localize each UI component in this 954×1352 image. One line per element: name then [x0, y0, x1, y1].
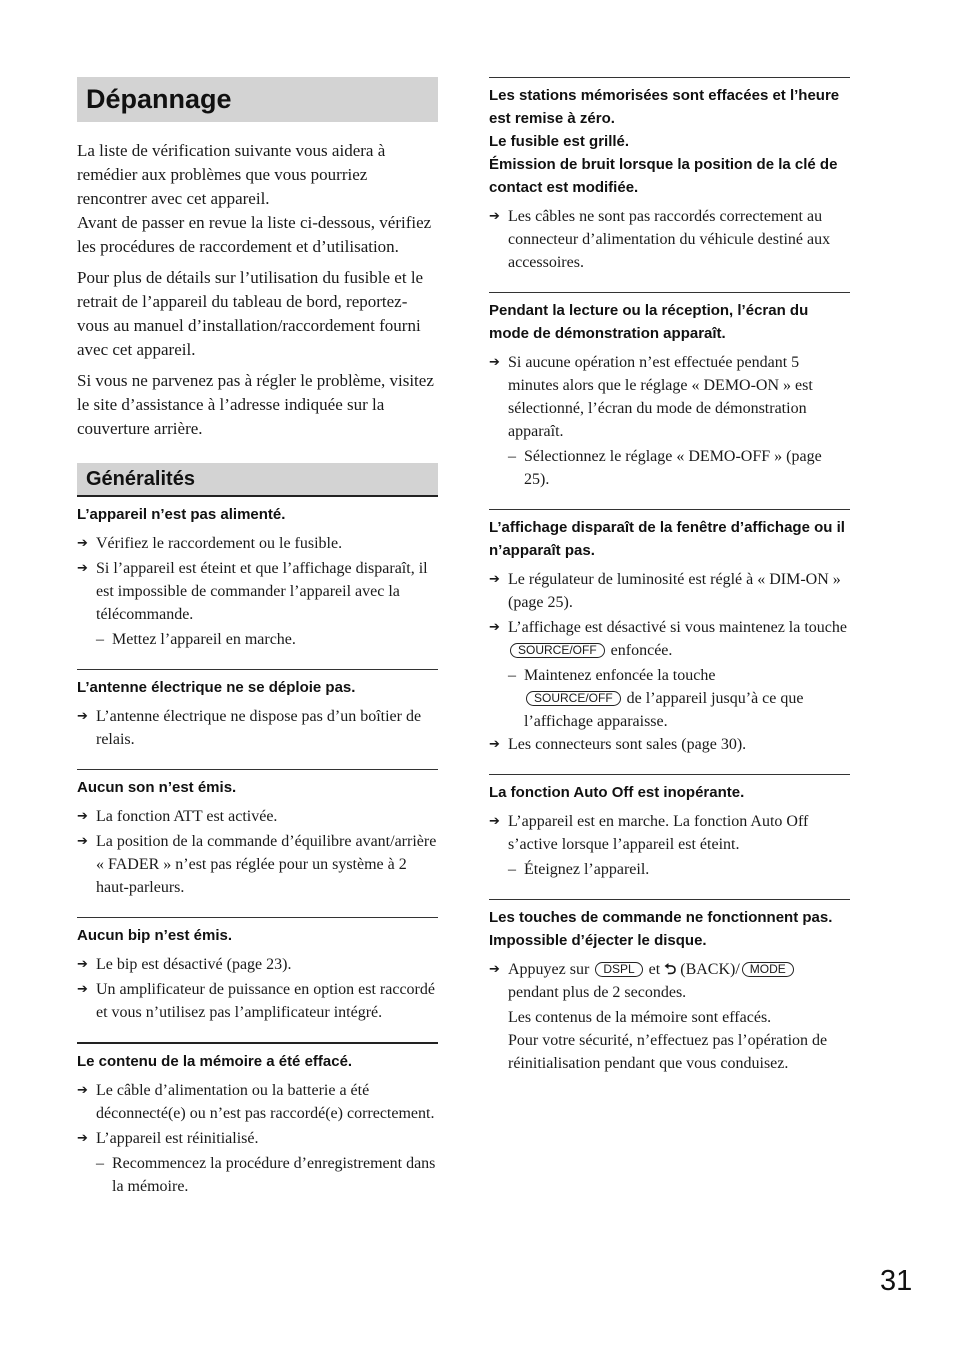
- trouble-block: [489, 509, 850, 756]
- trouble-block: [77, 769, 438, 899]
- list-item: ➔ L’antenne électrique ne dispose pas d’un boîtier de relais.: [77, 705, 438, 751]
- sub-item: – Recommencez la procédure d’enregistrement dans la mémoire.: [96, 1155, 436, 1195]
- trouble-block: [489, 774, 850, 881]
- list-item: ➔ La position de la commande d’équilibre avant/arrière « FADER » n’est pas réglée pour un système à 2 haut-parleurs.: [77, 830, 438, 899]
- dspl-key: DSPL: [595, 962, 642, 977]
- arrow-right-icon: ➔: [489, 962, 500, 977]
- trouble-heading: Les stations mémorisées sont effacées et l’heure est remise à zéro. Le fusible est grillé. Émission de bruit lorsque la position de la clé de contact est modifiée.: [489, 87, 840, 196]
- arrow-right-icon: ➔: [489, 620, 500, 635]
- trouble-heading: Les touches de commande ne fonctionnent pas. Impossible d’éjecter le disque.: [489, 909, 833, 949]
- intro: [77, 139, 438, 441]
- trouble-block: [77, 669, 438, 751]
- list-item: ➔ Le câble d’alimentation ou la batterie a été déconnecté(e) ou n’est pas raccordé(e) correctement.: [77, 1079, 438, 1125]
- list-item: ➔ Les connecteurs sont sales (page 30).: [489, 733, 850, 756]
- mode-key: MODE: [742, 962, 794, 977]
- list-item: ➔ Vérifiez le raccordement ou le fusible.: [77, 532, 438, 555]
- list-item: ➔ L’appareil est en marche. La fonction Auto Off s’active lorsque l’appareil est éteint.: [489, 810, 850, 856]
- trouble-block: [489, 77, 850, 274]
- item-continuation: Pour votre sécurité, n’effectuez pas l’opération de réinitialisation pendant que vous conduisez.: [508, 1032, 828, 1072]
- trouble-block: [77, 917, 438, 1024]
- source-off-key: SOURCE/OFF: [510, 643, 605, 658]
- arrow-right-icon: ➔: [77, 809, 88, 824]
- sub-item: – Sélectionnez le réglage « DEMO-OFF » (page 25).: [508, 448, 822, 488]
- trouble-heading: L’affichage disparaît de la fenêtre d’affichage ou il n’apparaît pas.: [489, 519, 845, 559]
- back-arrow-icon: ⮌: [664, 960, 677, 978]
- list-item: ➔ Si aucune opération n’est effectuée pendant 5 minutes alors que le réglage « DEMO-ON » est sélectionné, l’écran du mode de démonstration apparaît.: [489, 351, 850, 443]
- arrow-right-icon: ➔: [489, 355, 500, 370]
- list-item: ➔ Appuyez sur DSPL et ⮌ (BACK)/ MODE pendant plus de 2 secondes.: [489, 958, 850, 1004]
- trouble-heading: Pendant la lecture ou la réception, l’écran du mode de démonstration apparaît.: [489, 302, 809, 342]
- section-header: [77, 463, 438, 497]
- arrow-right-icon: ➔: [77, 834, 88, 849]
- arrow-right-icon: ➔: [77, 536, 88, 551]
- page-number: 31: [880, 1265, 913, 1297]
- intro-paragraph: Pour plus de détails sur l’utilisation du fusible et le retrait de l’appareil du tableau de bord, reportez-vous au manuel d’installation/raccordement fourni avec cet appareil.: [77, 268, 424, 359]
- trouble-heading: La fonction Auto Off est inopérante.: [489, 784, 745, 801]
- trouble-heading: L’appareil n’est pas alimenté.: [77, 506, 286, 523]
- arrow-right-icon: ➔: [77, 1131, 88, 1146]
- trouble-block: [77, 497, 438, 651]
- intro-paragraph: La liste de vérification suivante vous aidera à remédier aux problèmes que vous pourriez rencontrer avec cet appareil. Avant de passer en revue la liste ci-dessous, vérifiez les procédures de raccordement et d’utilisation.: [77, 141, 432, 256]
- trouble-block: [77, 1042, 438, 1198]
- sub-item: – Éteignez l’appareil.: [508, 861, 650, 878]
- arrow-right-icon: ➔: [77, 1083, 88, 1098]
- sub-item: – Maintenez enfoncée la touche SOURCE/OFF de l’appareil jusqu’à ce que l’affichage apparaisse.: [508, 667, 804, 730]
- intro-paragraph: Si vous ne parvenez pas à régler le problème, visitez le site d’assistance à l’adresse indiquée sur la couverture arrière.: [77, 371, 434, 438]
- list-item: ➔ Si l’appareil est éteint et que l’affichage disparaît, il est impossible de commander l’appareil avec la télécommande.: [77, 557, 438, 626]
- source-off-key: SOURCE/OFF: [526, 691, 621, 706]
- arrow-right-icon: ➔: [77, 561, 88, 576]
- trouble-block: [489, 292, 850, 491]
- list-item: ➔ Les câbles ne sont pas raccordés correctement au connecteur d’alimentation du véhicule destiné aux accessoires.: [489, 205, 850, 274]
- page-title: Dépannage: [86, 84, 232, 114]
- arrow-right-icon: ➔: [77, 709, 88, 724]
- section-title: Généralités: [86, 467, 195, 490]
- right-column: [489, 77, 850, 1093]
- trouble-heading: Aucun bip n’est émis.: [77, 927, 233, 944]
- arrow-right-icon: ➔: [489, 737, 500, 752]
- item-continuation: Les contenus de la mémoire sont effacés.: [508, 1009, 772, 1026]
- left-column: [77, 77, 438, 1216]
- arrow-right-icon: ➔: [489, 814, 500, 829]
- list-item: ➔ La fonction ATT est activée.: [77, 805, 438, 828]
- sub-item: – Mettez l’appareil en marche.: [96, 631, 296, 648]
- list-item: ➔ Le régulateur de luminosité est réglé à « DIM-ON » (page 25).: [489, 568, 850, 614]
- trouble-block: [489, 899, 850, 1075]
- trouble-heading: Aucun son n’est émis.: [77, 779, 237, 796]
- list-item: ➔ Un amplificateur de puissance en option est raccordé et vous n’utilisez pas l’amplificateur intégré.: [77, 978, 438, 1024]
- list-item: ➔ L’affichage est désactivé si vous maintenez la touche SOURCE/OFF enfoncée.: [489, 616, 850, 662]
- arrow-right-icon: ➔: [489, 572, 500, 587]
- list-item: ➔ Le bip est désactivé (page 23).: [77, 953, 438, 976]
- arrow-right-icon: ➔: [77, 957, 88, 972]
- trouble-heading: L’antenne électrique ne se déploie pas.: [77, 679, 356, 696]
- trouble-heading: Le contenu de la mémoire a été effacé.: [77, 1053, 353, 1070]
- arrow-right-icon: ➔: [77, 982, 88, 997]
- list-item: ➔ L’appareil est réinitialisé.: [77, 1127, 438, 1150]
- arrow-right-icon: ➔: [489, 209, 500, 224]
- page-title-box: [77, 77, 438, 122]
